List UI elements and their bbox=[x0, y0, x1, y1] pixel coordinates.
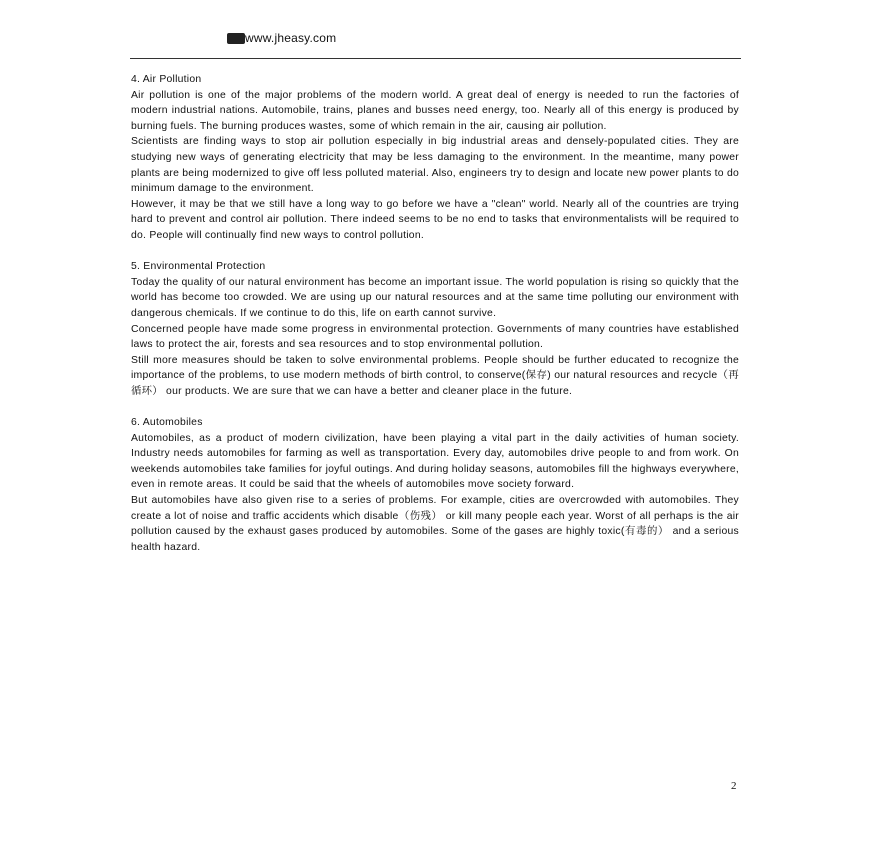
header-site-url: www.jheasy.com bbox=[245, 31, 337, 45]
section-environmental-protection bbox=[131, 259, 739, 399]
paragraph: But automobiles have also given rise to a series of problems. For example, cities are overcrowded with automobiles. They create a lot of noise and traffic accidents which disable（伤残） or kill many people each year. Worst of all perhaps is the air pollution caused by the exhaust gases produced by automobiles. Some of the gases are highly toxic(有毒的） and a serious health hazard. bbox=[131, 495, 739, 553]
section-automobiles bbox=[131, 415, 739, 555]
paragraph: Air pollution is one of the major problems of the modern world. A great deal of energy is needed to run the factories of modern industrial nations. Automobile, trains, planes and busses need energy, too. Nearly all of this energy is produced by burning fuels. The burning produces wastes, some of which remain in the air, causing air pollution. bbox=[131, 89, 739, 132]
section-title: 6. Automobiles bbox=[131, 417, 203, 429]
section-title: 5. Environmental Protection bbox=[131, 261, 266, 273]
paragraph: Today the quality of our natural environment has become an important issue. The world population is rising so quickly that the world has become too crowded. We are using up our natural resources and at the same time polluting our environment with dangerous chemicals. If we continue to do this, life on earth cannot survive. bbox=[131, 276, 739, 319]
header-divider bbox=[130, 58, 741, 59]
page-header bbox=[227, 31, 336, 45]
document-body bbox=[131, 72, 739, 571]
paragraph: However, it may be that we still have a long way to go before we have a "clean" world. Nearly all of the countries are trying hard to prevent and control air pollution. There indeed seems to be no end to tasks that environmentalists will be required to do. People will continually find new ways to control pollution. bbox=[131, 198, 739, 241]
paragraph: Still more measures should be taken to solve environmental problems. People should be further educated to recognize the importance of the problems, to use modern methods of birth control, to conserve(保存) our natural resources and recycle（再循环） our products. We are sure that we can have a better and cleaner place in the future. bbox=[131, 354, 739, 397]
paragraph: Scientists are finding ways to stop air pollution especially in big industrial areas and densely-populated cities. They are studying new ways of generating electricity that may be less damaging to the environment. In the meantime, many power plants are being modernized to give off less polluted material. Also, engineers try to design and locate new power plants to do minimum damage to the environment. bbox=[131, 136, 740, 195]
site-logo-icon bbox=[227, 33, 245, 44]
page-number: 2 bbox=[731, 780, 737, 792]
section-title: 4. Air Pollution bbox=[131, 74, 202, 85]
paragraph: Automobiles, as a product of modern civilization, have been playing a vital part in the daily activities of human society. Industry needs automobiles for farming as well as transportation. Every day, automobiles drive people to and from work. On weekends automobiles take families for joyful outings. And during holiday seasons, automobiles fill the highways everywhere, even in remote areas. It could be said that the wheels of automobiles move society forward. bbox=[131, 432, 739, 491]
paragraph: Concerned people have made some progress in environmental protection. Governments of many countries have established laws to protect the air, forests and sea resources and to stop environmental pollution. bbox=[131, 323, 739, 351]
section-air-pollution bbox=[131, 72, 739, 244]
